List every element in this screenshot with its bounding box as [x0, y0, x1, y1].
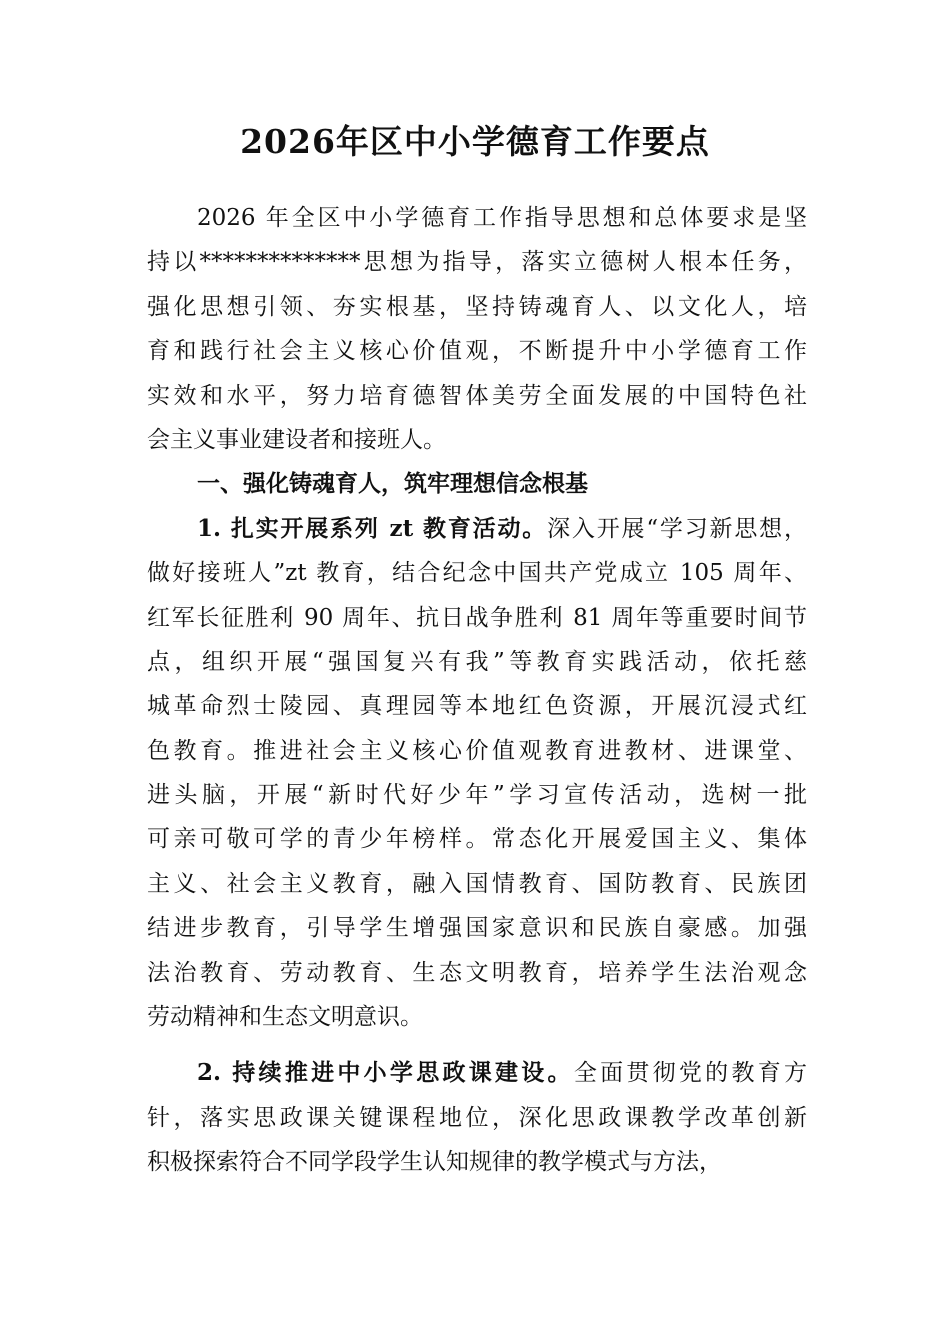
- text-line: [147, 285, 807, 329]
- body-text: 红军长征胜利 90 周年、抗日战争胜利 81 周年等重要时间节: [147, 604, 807, 631]
- text-line: [147, 596, 807, 640]
- text-line: [147, 817, 807, 861]
- text-line: [147, 729, 807, 773]
- body-text: 结进步教育，引导学生增强国家意识和民族自豪感。加强: [147, 915, 807, 942]
- text-line: [147, 862, 807, 906]
- body-text: 法治教育、劳动教育、生态文明教育，培养学生法治观念: [147, 959, 807, 986]
- text-line: [147, 640, 807, 684]
- text-line: [147, 196, 807, 240]
- paragraph: [147, 1051, 807, 1184]
- paragraph: [147, 507, 807, 1040]
- body-text: 可亲可敬可学的青少年榜样。常态化开展爱国主义、集体: [147, 826, 807, 853]
- body-text: 育和践行社会主义核心价值观，不断提升中小学德育工作: [147, 338, 807, 365]
- text-line: [147, 551, 807, 595]
- body-text: 会主义事业建设者和接班人。: [147, 426, 446, 453]
- text-line: [147, 418, 807, 462]
- document-body: [147, 196, 807, 1185]
- body-text: 积极探索符合不同学段学生认知规律的教学模式与方法，: [147, 1149, 722, 1176]
- text-line: [147, 240, 807, 284]
- text-line: [147, 462, 807, 506]
- text-line: [147, 773, 807, 817]
- body-text: 点，组织开展“强国复兴有我”等教育实践活动，依托慈: [147, 648, 807, 675]
- bold-heading-text: 1. 扎实开展系列 zt 教育活动。: [197, 514, 548, 542]
- body-text: 实效和水平，努力培育德智体美劳全面发展的中国特色社: [147, 382, 807, 409]
- text-line: [147, 507, 807, 551]
- body-text: 主义、社会主义教育，融入国情教育、国防教育、民族团: [147, 870, 807, 897]
- paragraph: [147, 196, 807, 462]
- text-line: [147, 374, 807, 418]
- body-text: 针，落实思政课关键课程地位，深化思政课教学改革创新: [147, 1104, 807, 1131]
- bold-heading-text: 2. 持续推进中小学思政课建设。: [197, 1059, 574, 1087]
- text-line: [147, 951, 807, 995]
- document-title: 2026年区中小学德育工作要点: [240, 122, 710, 161]
- body-text: 深入开展“学习新思想，: [547, 515, 807, 542]
- body-text: 劳动精神和生态文明意识。: [147, 1004, 423, 1031]
- body-text: 色教育。推进社会主义核心价值观教育进教材、进课堂、: [147, 737, 807, 764]
- body-text: 强化思想引领、夯实根基，坚持铸魂育人、以文化人，培: [147, 293, 807, 320]
- paragraph: [147, 462, 807, 506]
- body-text: 城革命烈士陵园、真理园等本地红色资源，开展沉浸式红: [147, 693, 807, 720]
- text-line: [147, 1051, 807, 1095]
- text-line: [147, 995, 807, 1039]
- body-text: 进头脑，开展“新时代好少年”学习宣传活动，选树一批: [147, 782, 807, 809]
- body-text: 2026 年全区中小学德育工作指导思想和总体要求是坚: [197, 205, 807, 231]
- body-text: 持以**************思想为指导，落实立德树人根本任务，: [147, 249, 807, 276]
- body-text: 做好接班人”zt 教育，结合纪念中国共产党成立 105 周年、: [147, 560, 807, 587]
- text-line: [147, 1096, 807, 1140]
- text-line: [147, 684, 807, 728]
- text-line: [147, 1140, 807, 1184]
- body-text: 全面贯彻党的教育方: [573, 1060, 807, 1087]
- bold-heading-text: 一、强化铸魂育人，筑牢理想信念根基: [197, 470, 588, 498]
- text-line: [147, 329, 807, 373]
- text-line: [147, 906, 807, 950]
